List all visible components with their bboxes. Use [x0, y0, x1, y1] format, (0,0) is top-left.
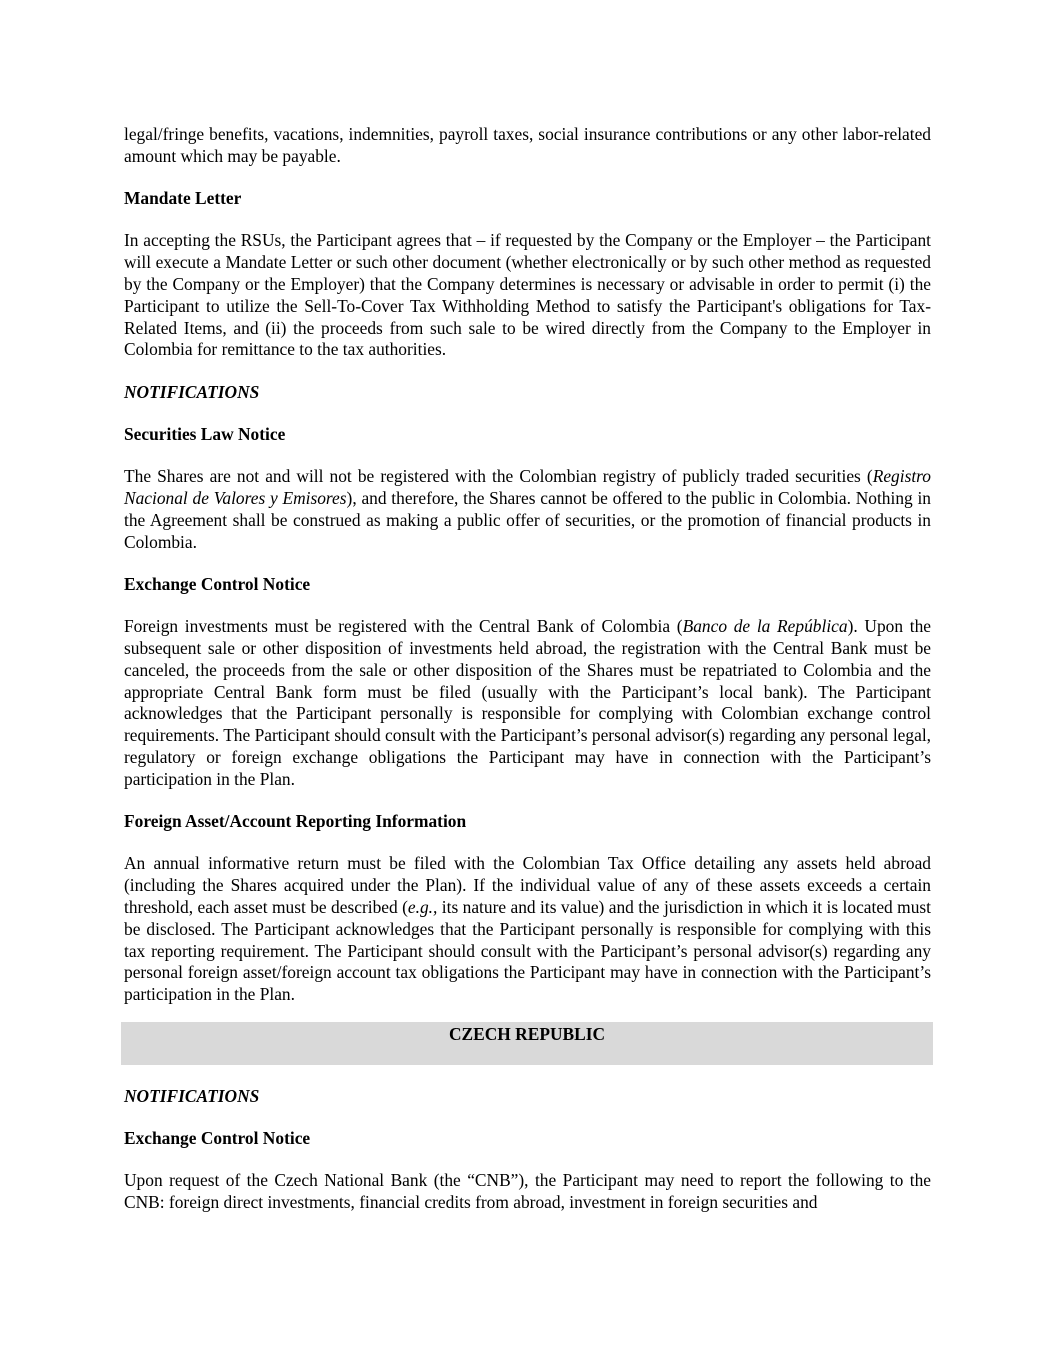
exchange-text-b: ). Upon the subsequent sale or other disposition of investments held abroad, the registration with the Central Bank must be canceled, the proceeds from the sale or other disposition of the Shares must be repatriated to Colombia and the appropriate Central Bank form must be filed (usually with the Participant’s local bank). The Participant acknowledges that the Participant personally is responsible for complying with Colombian exchange control requirements. The Participant should consult with the Participant’s personal advisor(s) regarding any personal legal, regulatory or foreign exchange obligations the Participant may have in connection with the Participant’s participation in the Plan.	[124, 616, 931, 789]
foreign-asset-paragraph	[124, 853, 931, 1006]
securities-law-paragraph	[124, 466, 931, 553]
securities-text-a: The Shares are not and will not be registered with the Colombian registry of publicly traded securities (	[124, 466, 873, 487]
exchange-control-heading: Exchange Control Notice	[124, 573, 311, 594]
czech-republic-title: CZECH REPUBLIC	[448, 1024, 606, 1044]
foreign-asset-heading: Foreign Asset/Account Reporting Information	[124, 811, 467, 832]
mandate-letter-heading: Mandate Letter	[124, 188, 242, 209]
exchange-text-italic: Banco de la República	[682, 616, 848, 637]
exchange-control-paragraph	[124, 616, 931, 790]
intro-paragraph: legal/fringe benefits, vacations, indemnities, payroll taxes, social insurance contributions or any other labor-related amount which may be payable.	[124, 124, 931, 166]
exchange-text-a: Foreign investments must be registered with the Central Bank of Colombia (	[124, 616, 683, 637]
czech-exchange-control-paragraph: Upon request of the Czech National Bank (the “CNB”), the Participant may need to report the following to the CNB: foreign direct investments, financial credits from abroad, investment in foreign securities and	[124, 1170, 931, 1212]
czech-notifications-heading: NOTIFICATIONS	[124, 1085, 260, 1106]
notifications-heading: NOTIFICATIONS	[124, 381, 260, 402]
document-page	[124, 124, 931, 1214]
czech-republic-banner	[121, 1022, 933, 1065]
securities-text-italic: Registro Nacional de Valores y Emisores	[124, 466, 931, 509]
foreign-asset-text-italic: e.g.,	[407, 897, 438, 918]
foreign-asset-text-b: its nature and its value) and the jurisdiction in which it is located must be disclosed. The Participant acknowledges that the Participant personally is responsible for complying with this tax reporting requirement. The Participant should consult with the Participant’s personal advisor(s) regarding any personal foreign asset/foreign account tax obligations the Participant may have in connection with the Participant’s participation in the Plan.	[124, 897, 931, 1005]
securities-law-heading: Securities Law Notice	[124, 423, 286, 444]
mandate-letter-paragraph: In accepting the RSUs, the Participant agrees that – if requested by the Company or the Employer – the Participant will execute a Mandate Letter or such other document (whether electronically or by such other method as requested by the Company or the Employer) that the Company determines is necessary or advisable in order to permit (i) the Participant to utilize the Sell-To-Cover Tax Withholding Method to satisfy the Participant's obligations for Tax-Related Items, and (ii) the proceeds from such sale to be wired directly from the Company to the Employer in Colombia for remittance to the tax authorities.	[124, 230, 931, 360]
foreign-asset-text-a: An annual informative return must be filed with the Colombian Tax Office detailing any assets held abroad (including the Shares acquired under the Plan). If the individual value of any of these assets exceeds a certain threshold, each asset must be described (	[124, 853, 931, 918]
securities-text-b: ), and therefore, the Shares cannot be offered to the public in Colombia. Nothing in the Agreement shall be construed as making a public offer of securities, or the promotion of financial products in Colombia.	[124, 488, 931, 552]
czech-exchange-control-heading: Exchange Control Notice	[124, 1127, 311, 1148]
